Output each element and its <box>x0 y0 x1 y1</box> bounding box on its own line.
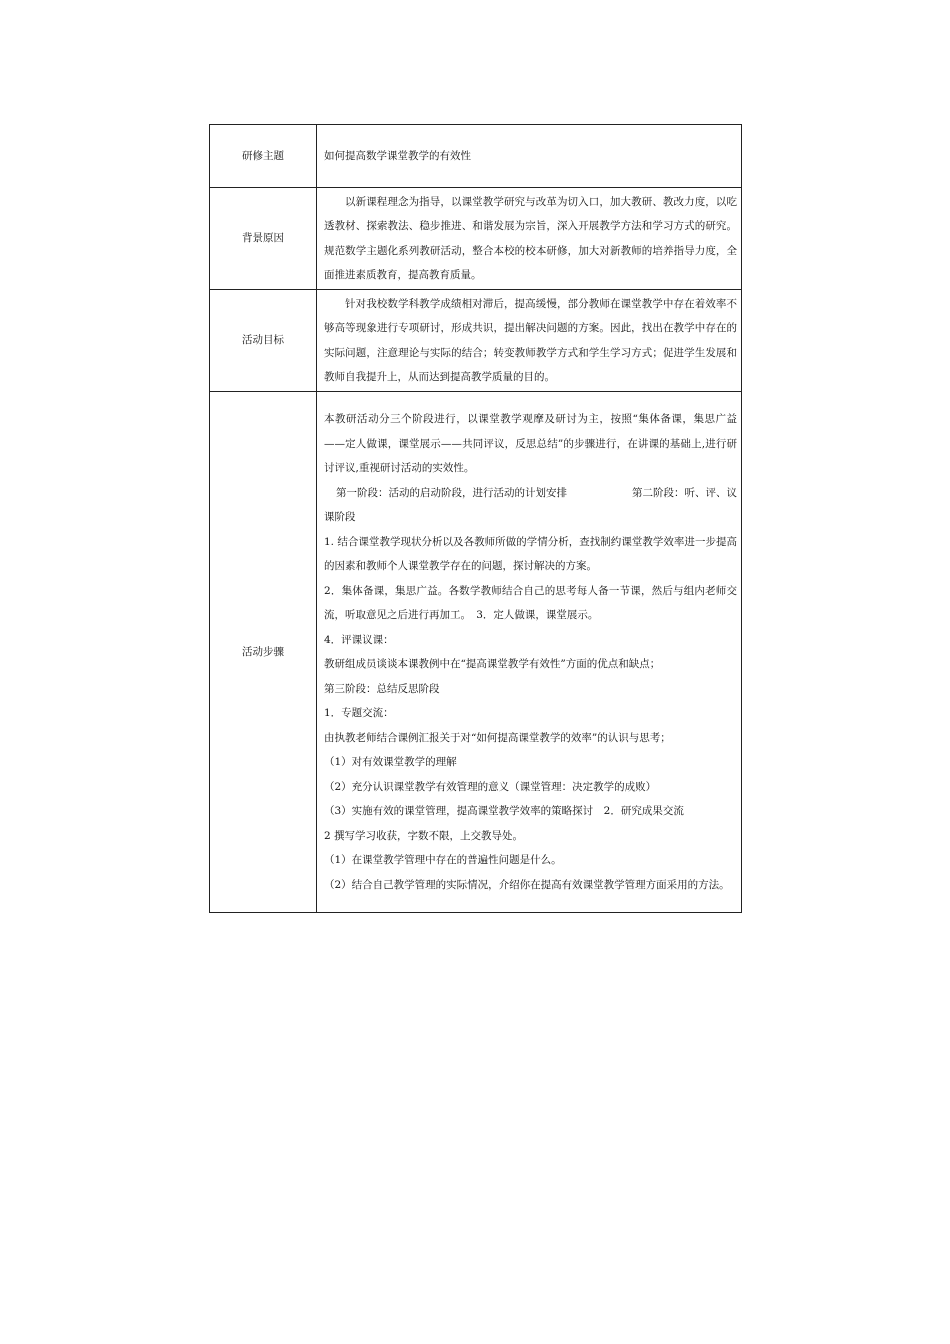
table-row-goal <box>210 290 742 392</box>
steps-label: 活动步骤 <box>210 392 317 913</box>
sub-item-3: （3）实施有效的课堂管理，提高课堂教学效率的策略探讨 2．研究成果交流 <box>324 805 684 817</box>
phase-one-text: 第一阶段：活动的启动阶段，进行活动的计划安排 <box>336 486 567 499</box>
phase-three-text: 第三阶段：总结反思阶段 <box>324 682 440 695</box>
phase-three-item-1: 1．专题交流： <box>324 707 394 719</box>
phase-three-item-1-detail: 由执教老师结合课例汇报关于对“如何提高课堂教学的效率”的认识与思考； <box>324 731 671 744</box>
table-row-background <box>210 188 742 290</box>
background-content: 以新课程理念为指导，以课堂教学研究与改革为切入口，加大教研、教改力度，以吃透教材、探索教法、稳步推进、和谐发展为宗旨，深入开展教学方法和学习方式的研究。规范数学主题化系列教研活动，整合本校的校本研修，加大对新教师的培养指导力度，全面推进素质教育，提高教育质量。 <box>324 195 737 281</box>
table-row-steps <box>210 392 742 913</box>
background-label: 背景原因 <box>210 188 317 290</box>
step-item-4-detail: 教研组成员谈谈本课教例中在“提高课堂教学有效性”方面的优点和缺点； <box>324 658 661 670</box>
goal-content-cell <box>317 290 742 392</box>
goal-label: 活动目标 <box>210 290 317 392</box>
theme-content: 如何提高数学课堂教学的有效性 <box>317 125 742 188</box>
phase-two-text: 第二阶段：听、评、议 <box>632 486 737 499</box>
goal-content: 针对我校数学科教学成绩相对滞后，提高缓慢，部分教师在课堂教学中存在着效率不够高等现象进行专项研讨，形成共识，提出解决问题的方案。因此，找出在教学中存在的实际问题，注意理论与实际的结合；转变教师教学方式和学生学习方式；促进学生发展和教师自我提升上，从而达到提高教学质量的目的。 <box>324 297 737 383</box>
step-item-2-3: 2．集体备课，集思广益。各数学教师结合自己的思考每人备一节课，然后与组内老师交流，听取意见之后进行再加工。 3．定人做课，课堂展示。 <box>324 584 737 621</box>
background-content-cell <box>317 188 742 290</box>
phase-row <box>324 481 737 506</box>
question-2: （2）结合自己教学管理的实际情况，介绍你在提高有效课堂教学管理方面采用的方法。 <box>324 878 730 891</box>
phase-three-item-2: 2 撰写学习收获，字数不限，上交教导处。 <box>324 829 524 842</box>
question-1: （1）在课堂教学管理中存在的普遍性问题是什么。 <box>324 854 562 866</box>
steps-content <box>324 406 737 898</box>
sub-item-2: （2）充分认识课堂教学有效管理的意义（课堂管理：决定教学的成败） <box>324 780 657 793</box>
sub-item-1: （1）对有效课堂教学的理解 <box>324 756 457 768</box>
steps-intro: 本教研活动分三个阶段进行，以课堂教学观摩及研讨为主，按照“集体备课，集思广益——定人做课，课堂展示——共同评议，反思总结”的步骤进行，在讲课的基础上,进行研讨评议,重视研讨活动的实效性。 <box>324 413 737 474</box>
table-row-theme <box>210 125 742 188</box>
step-item-4: 4．评课议课： <box>324 633 394 646</box>
phase-two-continued: 课阶段 <box>324 511 356 523</box>
steps-content-cell <box>317 392 742 913</box>
theme-label: 研修主题 <box>210 125 317 188</box>
step-item-1: 1. 结合课堂教学现状分析以及各教师所做的学情分析，查找制约课堂教学效率进一步提高的因素和教师个人课堂教学存在的问题，探讨解决的方案。 <box>324 535 737 572</box>
research-plan-table <box>209 124 742 913</box>
